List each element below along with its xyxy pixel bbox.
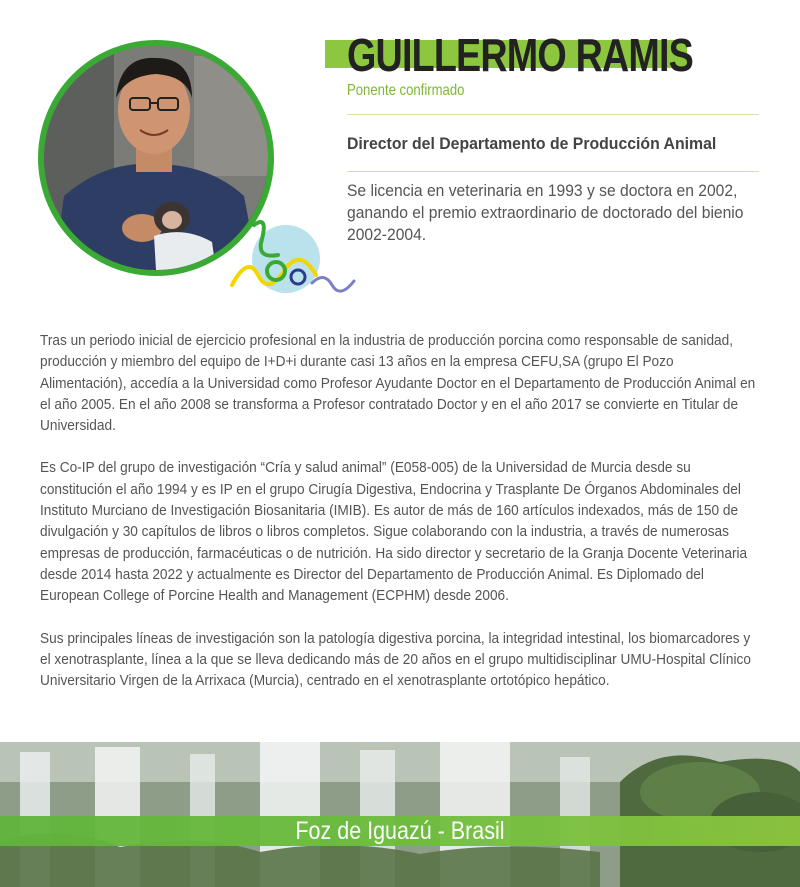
speaker-biography (40, 330, 759, 712)
decorative-swirl-icon (228, 215, 358, 305)
divider-top (347, 114, 759, 115)
bio-paragraph: Tras un periodo inicial de ejercicio profesional en la industria de producción porcina como responsable de sanidad, producción y miembro del equipo de I+D+i durante casi 13 años en la empresa CEFU,SA (grupo El Pozo Alimentación), accedía a la Universidad como Profesor Ayudante Doctor en el Departamento de Producción Animal en el año 2005. En el año 2008 se transforma a Profesor contratado Doctor y en el año 2017 se convierte en Titular de Universidad. (40, 332, 756, 435)
speaker-name: GUILLERMO RAMIS (347, 29, 694, 81)
divider-bottom (347, 171, 759, 172)
speaker-portrait (38, 40, 274, 276)
bio-paragraph: Sus principales líneas de investigación son la patología digestiva porcina, la integridad intestinal, los biomarcadores y el xenotrasplante, línea a la que se lleva dedicando más de 20 años en el grupo multidisciplinar UMU-Hospital Clínico Universitario Virgen de la Arrixaca (Murcia), centrado en el xenotrasplante ortotópico hepático. (40, 629, 751, 690)
location-label: Foz de Iguazú - Brasil (295, 817, 505, 845)
speaker-role: Director del Departamento de Producción Animal (347, 134, 717, 153)
waterfall-footer (0, 742, 800, 887)
speaker-intro: Se licencia en veterinaria en 1993 y se doctora en 2002, ganando el premio extraordinario de doctorado del bienio 2002-2004. (347, 181, 744, 244)
waterfall-landscape-image (0, 742, 800, 887)
location-banner (0, 816, 800, 846)
speaker-status: Ponente confirmado (347, 82, 465, 99)
bio-paragraph: Es Co-IP del grupo de investigación “Cría y salud animal” (E058-005) de la Universidad de Murcia desde su constitución el año 1994 y es IP en el grupo Cirugía Digestiva, Endocrina y Trasplante De Órganos Abdominales del Instituto Murciano de Investigación Biosanitaria (IMIB). Es autor de más de 160 artículos indexados, más de 150 de divulgación y 30 capítulos de libros o libros completos. Sigue colaborando con la industria, a través de numerosas empresas de producción, farmacéuticas o de nutrición. Ha sido director y secretario de la Granja Docente Veterinaria desde 2014 hasta 2022 y actualmente es Director del Departamento de Producción Animal. Es Diplomado del European College of Porcine Health and Management (ECPHM) desde 2006. (40, 459, 748, 605)
